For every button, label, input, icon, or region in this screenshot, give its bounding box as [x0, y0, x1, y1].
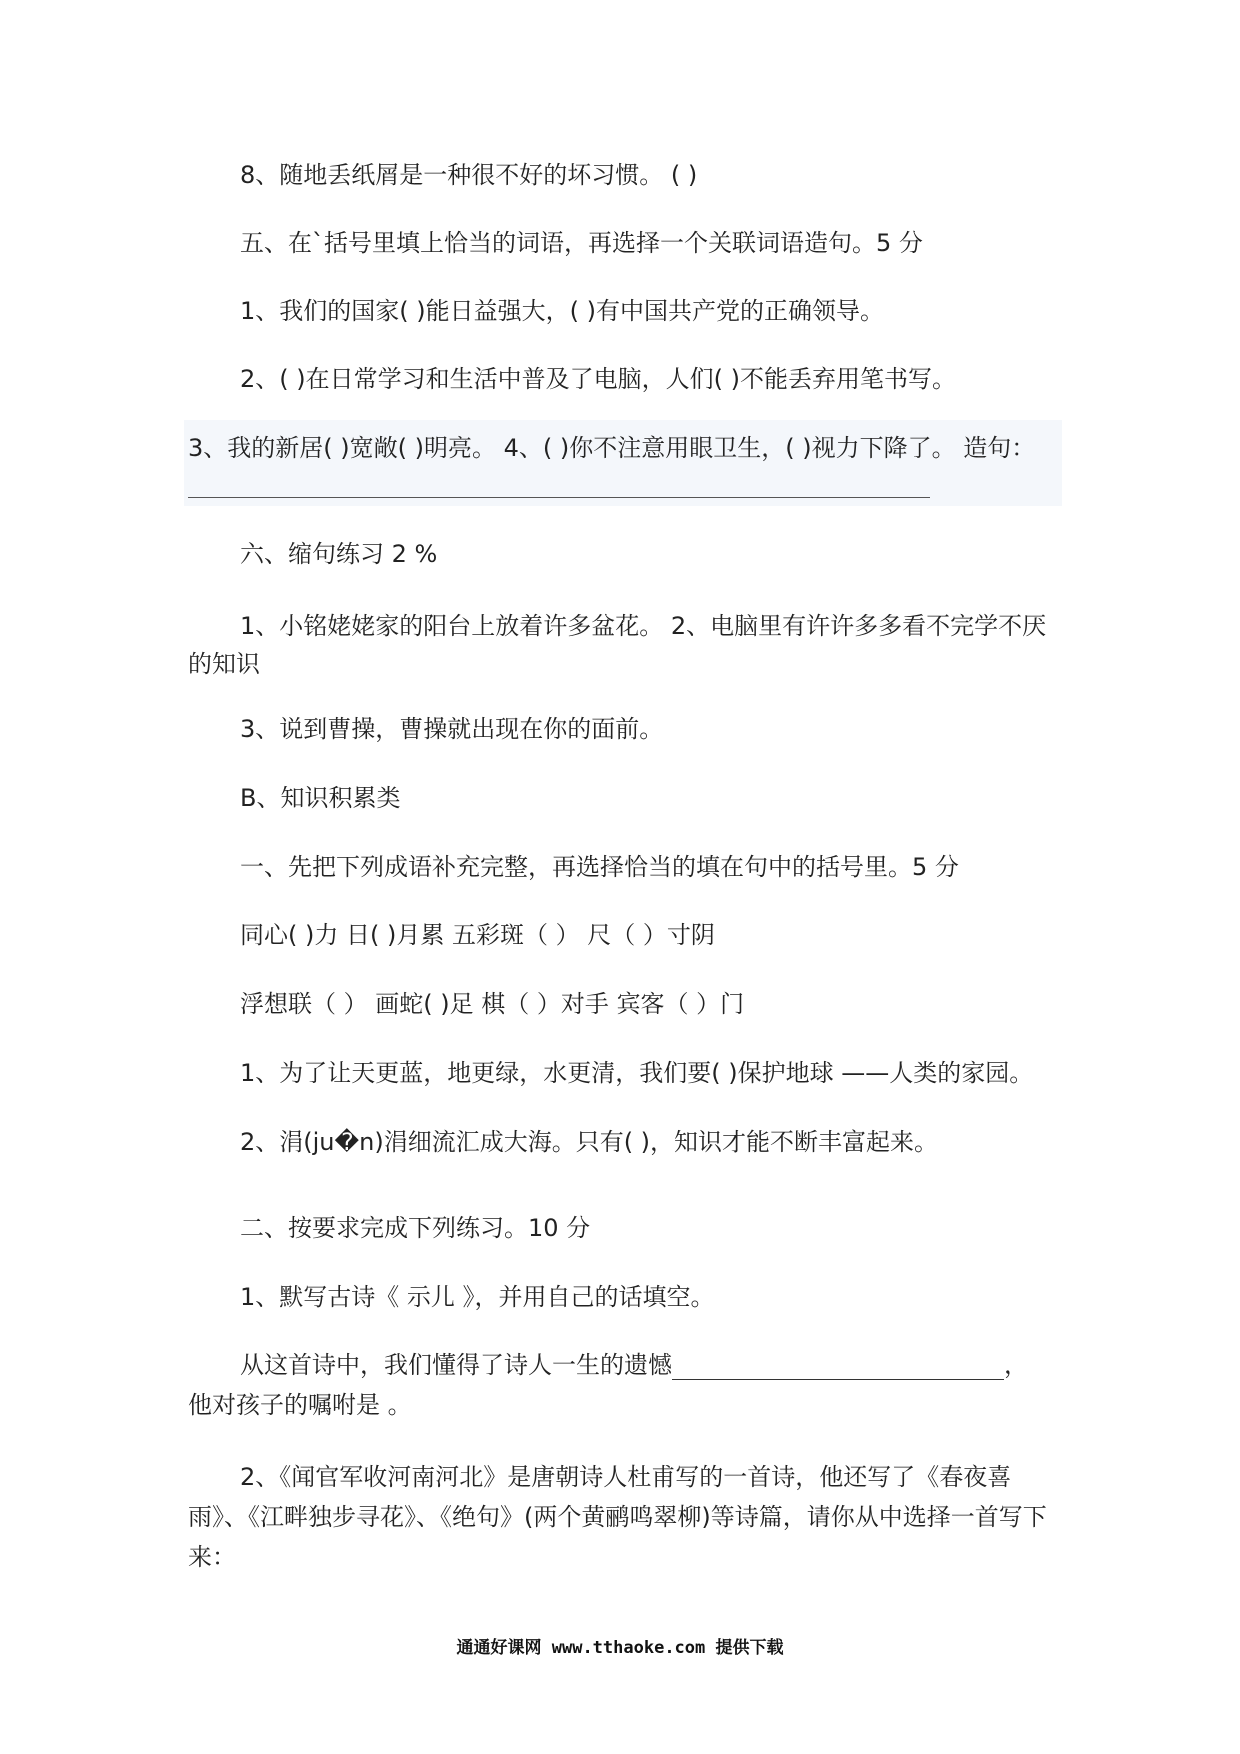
- poem-task-1: 1、默写古诗《 示儿 》，并用自己的话填空。: [240, 1283, 715, 1311]
- idiom-row-2: 浮想联（ ） 画蛇( )足 棋（ ）对手 宾客（ ）门: [240, 990, 745, 1018]
- section-six-heading: 六、缩句练习 2 %: [240, 540, 438, 568]
- part-b-section-one-heading: 一、先把下列成语补充完整，再选择恰当的填在句中的括号里。5 分: [240, 853, 959, 881]
- section-five-q3-q4: 3、我的新居( )宽敞( )明亮。 4、( )你不注意用眼卫生，( )视力下降了。 造句：: [188, 434, 1036, 462]
- poem-task-2: 2、《闻官军收河南河北》是唐朝诗人杜甫写的一首诗，他还写了《春夜喜雨》、《江畔独步寻花》、《绝句》(两个黄鹂鸣翠柳)等诗篇，请你从中选择一首写下来：: [188, 1463, 1047, 1571]
- poem-advice-line: 他对孩子的嘱咐是 。: [188, 1391, 412, 1419]
- question-8-line: 8、随地丢纸屑是一种很不好的坏习惯。 ( ): [240, 161, 698, 189]
- section-five-heading: 五、在`括号里填上恰当的词语，再选择一个关联词语造句。5 分: [240, 229, 923, 257]
- idiom-sentence-1: 1、为了让天更蓝，地更绿，水更清，我们要( )保护地球 ——人类的家园。: [240, 1059, 1034, 1087]
- answer-line: [188, 497, 930, 498]
- part-b-section-two-heading: 二、按要求完成下列练习。10 分: [240, 1214, 591, 1242]
- idiom-sentence-2: 2、涓(ju�n)涓细流汇成大海。只有( )，知识才能不断丰富起来。: [240, 1128, 939, 1156]
- regret-comma: ，: [1004, 1351, 1028, 1379]
- section-five-q1: 1、我们的国家( )能日益强大，( )有中国共产党的正确领导。: [240, 297, 884, 325]
- section-five-q2: 2、( )在日常学习和生活中普及了电脑，人们( )不能丢弃用笔书写。: [240, 365, 956, 393]
- section-six-q3: 3、说到曹操，曹操就出现在你的面前。: [240, 715, 664, 743]
- idiom-row-1: 同心( )力 日( )月累 五彩斑（ ） 尺（ ）寸阴: [240, 921, 715, 949]
- poem-regret-text: 从这首诗中，我们懂得了诗人一生的遗憾: [240, 1351, 672, 1379]
- regret-blank: [672, 1351, 1004, 1380]
- section-six-q1-q2: 1、小铭姥姥家的阳台上放着许多盆花。 2、电脑里有许许多多看不完学不厌的知识: [188, 612, 1047, 678]
- footer-source: 通通好课网 www.tthaoke.com 提供下载: [456, 1638, 784, 1658]
- part-b-heading: B、知识积累类: [240, 784, 401, 812]
- poem-regret-line: [240, 1350, 1028, 1380]
